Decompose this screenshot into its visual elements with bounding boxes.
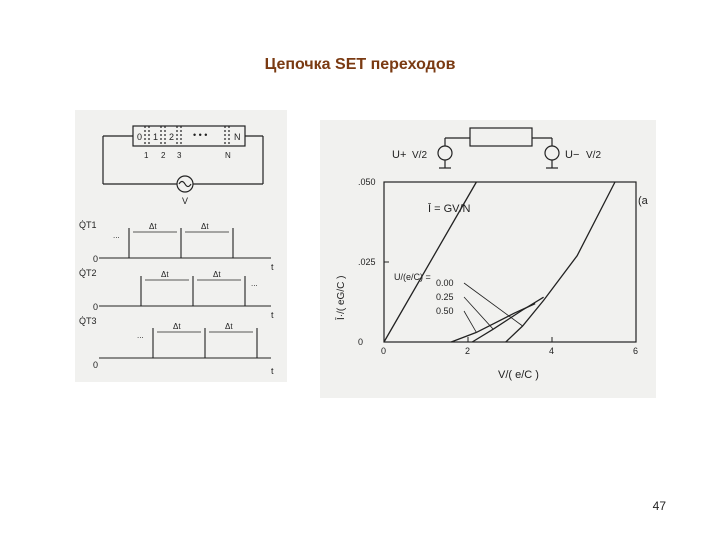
trace-zero: 0	[93, 360, 99, 370]
left-source-label: U+	[392, 149, 407, 161]
trace-axis-label: t	[271, 262, 274, 272]
junction-label: 2	[169, 132, 175, 142]
slide-title: Цепочка SET переходов	[264, 56, 456, 73]
junction-chain-svg	[75, 110, 287, 382]
y-axis-label: Ī·/( eG/C )	[336, 275, 347, 320]
node-label: N	[225, 151, 231, 160]
series-line-1	[506, 182, 615, 342]
resistor-box	[470, 128, 532, 146]
dt-label: Δt	[213, 270, 221, 279]
x-tick-label: 0	[381, 346, 387, 356]
corner-label: (a	[638, 195, 648, 207]
plot-layer	[358, 177, 638, 356]
trace-zero: 0	[93, 302, 99, 312]
y-tick-label: 0	[358, 337, 364, 347]
right-source-label: U−	[565, 149, 580, 161]
y-tick-label: .025	[358, 257, 376, 267]
y-tick-label: .050	[358, 177, 376, 187]
legend-entry: 0.50	[436, 306, 454, 316]
x-tick-label: 6	[633, 346, 639, 356]
legend-leader	[464, 311, 476, 332]
trace-axis-label: t	[271, 366, 274, 376]
series-line-2	[472, 297, 543, 342]
right-source-fraction: V/2	[586, 150, 602, 161]
ellipsis-label: ...	[251, 279, 258, 288]
left-source-icon	[438, 146, 452, 160]
current-trace-3	[99, 328, 271, 358]
trace-axis-label: t	[271, 310, 274, 320]
source-label: V	[182, 196, 189, 206]
junction-chain-figure	[75, 110, 287, 382]
page-number: 47	[652, 499, 666, 513]
dt-label: Δt	[161, 270, 169, 279]
dt-label: Δt	[201, 222, 209, 231]
dt-label: Δt	[225, 322, 233, 331]
trace-zero: 0	[93, 254, 99, 264]
right-source-icon	[545, 146, 559, 160]
trace-label: Q̇T3	[79, 316, 97, 326]
junction-array-box	[133, 126, 245, 146]
formula-label: Ī = GV/N	[428, 203, 471, 215]
x-tick-label: 4	[549, 346, 555, 356]
junction-label: 1	[153, 132, 159, 142]
node-label: 2	[161, 151, 166, 160]
legend-prefix: U/(e/C) =	[394, 272, 431, 282]
legend-entry: 0.25	[436, 292, 454, 302]
junction-label: N	[234, 132, 241, 142]
iv-chart-svg	[320, 120, 656, 398]
node-label: 3	[177, 151, 182, 160]
current-trace-2	[99, 276, 271, 306]
legend-leader	[464, 283, 523, 326]
current-trace-1	[99, 228, 271, 258]
chain-dots: • • •	[193, 130, 208, 140]
dt-label: Δt	[173, 322, 181, 331]
dt-label: Δt	[149, 222, 157, 231]
left-source-fraction: V/2	[412, 150, 428, 161]
iv-characteristic-figure	[320, 120, 656, 398]
trace-label: Q̇T1	[79, 220, 97, 230]
x-axis-label: V/( e/C )	[498, 369, 539, 381]
x-tick-label: 2	[465, 346, 471, 356]
node-label: 1	[144, 151, 149, 160]
legend-entry: 0.00	[436, 278, 454, 288]
junction-label: 0	[137, 132, 143, 142]
ellipsis-label: ...	[137, 331, 144, 340]
series-line-3	[451, 304, 535, 342]
ellipsis-label: ...	[113, 231, 120, 240]
trace-label: Q̇T2	[79, 268, 97, 278]
bias-circuit	[438, 128, 559, 168]
legend-leader	[464, 297, 493, 329]
